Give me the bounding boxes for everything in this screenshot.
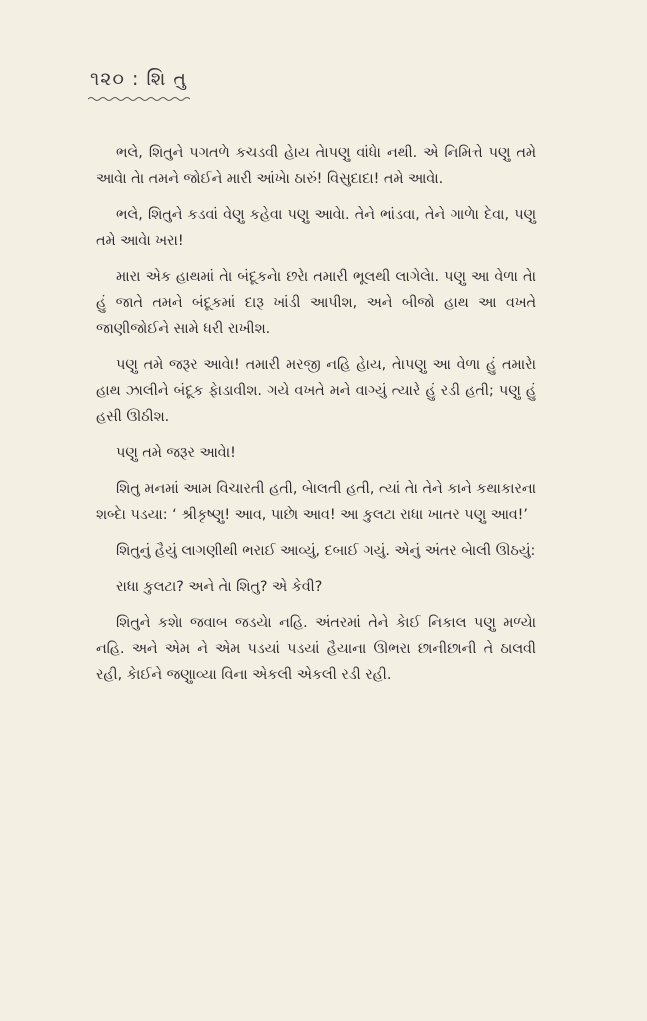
paragraph: ભલે, શિતુને કડવાં વેણુ કહેવા પણુ આવેા. તેને ભાંડવા, તેને ગાળેા દેવા, પણુ તમે આવેા ખરા!: [96, 207, 536, 249]
paragraph: શિતુને કશેા જવાબ જડયેા નહિ. અંતરમાં તેને કેાઈ નિકાલ પણુ મળ્યેા નહિ. અને એમ ને એમ પડયાં પડયાં હૈયાના ઊભરા છાનીછાની તે ઠાલવી રહી, કેાઈને જણુાવ્યા વિના એકલી એકલી રડી રહી.: [96, 615, 536, 683]
paragraph: પણુ તમે જરૂર આવેા! તમારી મરજી નહિ હેાય, તેાપણુ આ વેળા હું તમારેા હાથ ઝાલીને બંદૂક ફેાડાવીશ. ગયે વખતે મને વાગ્યું ત્યારે હું રડી હતી; પણુ હું હસી ઊઠીશ.: [96, 357, 536, 425]
paragraph: મારા એક હાથમાં તેા બંદૂકનેા છરેા તમારી ભૂલથી લાગેલેા. પણુ આ વેળા તેા હું જાતે તમને બંદૂકમાં દારૂ ખાંડી આપીશ, અને બીજો હાથ આ વખતે જાણીજોઈને સામે ધરી રાખીશ.: [96, 269, 536, 337]
paragraph: ભલે, શિતુને પગતળે કચડવી હેાય તેાપણુ વાંધેા નથી. એ નિમિત્તે પણુ તમે આવેા તેા તમને જોઈને મારી આંખેા ઠારું! વિસુદાદા! તમે આવેા.: [96, 145, 536, 187]
paragraph: શિતુનું હૈયું લાગણીથી ભરાઈ આવ્યું, દબાઈ ગયું. એનું અંતર બેાલી ઊઠયું:: [116, 543, 536, 559]
page-header: [90, 68, 187, 90]
header-separator: :: [131, 68, 140, 90]
paragraph: રાધા કુલટા? અને તેા શિતુ? એ કેવી?: [116, 579, 323, 595]
running-title: શિ તુ: [146, 68, 187, 90]
paragraph: શિતુ મનમાં આમ વિચારતી હતી, બેાલતી હતી, ત્યાં તેા તેને કાને કથાકારના શબ્દેા પડયા: ‘ શ્રીકૃષ્ણુ! આવ, પાછેા આવ! આ કુલટા રાધા ખાતર પણુ આવ!’: [96, 481, 536, 523]
header-decorative-underline: [88, 96, 190, 102]
page-number: ૧૨૦: [90, 68, 125, 90]
paragraph: પણુ તમે જરૂર આવેા!: [116, 445, 236, 461]
body-text: [96, 140, 536, 698]
